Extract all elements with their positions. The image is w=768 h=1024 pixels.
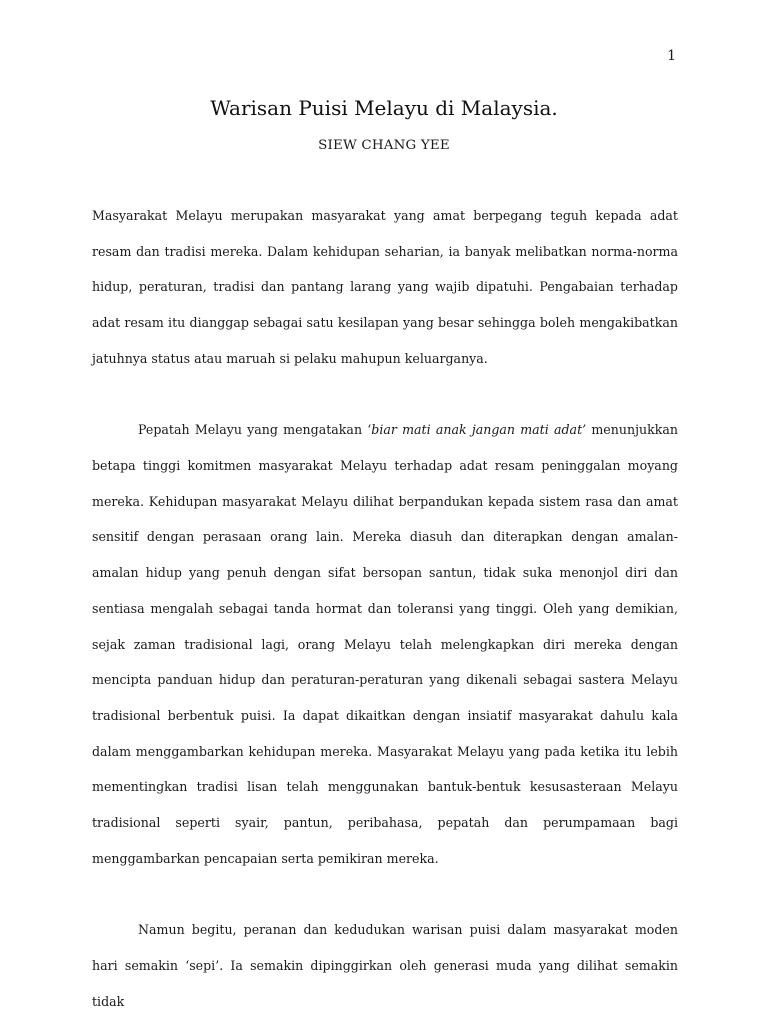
- paragraph-2-lead: Pepatah Melayu yang mengatakan ‘: [138, 422, 372, 438]
- page-number: 1: [667, 48, 676, 64]
- paragraph-2-rest: menunjukkan betapa tinggi komitmen masyarakat Melayu terhadap adat resam peninggalan moyang mereka. Kehidupan masyarakat Melayu dilihat berpandukan kepada sistem rasa dan amat sensitif dengan perasaan orang lain. Mereka diasuh dan diterapkan dengan amalan-amalan hidup yang penuh dengan sifat bersopan santun, tidak suka menonjol diri dan sentiasa mengalah sebagai tanda hormat dan toleransi yang tinggi. Oleh yang demikian, sejak zaman tradisional lagi, orang Melayu telah melengkapkan diri mereka dengan mencipta panduan hidup dan peraturan-peraturan yang dikenali sebagai sastera Melayu tradisional berbentuk puisi. Ia dapat dikaitkan dengan insiatif masyarakat dahulu kala dalam menggambarkan kehidupan mereka. Masyarakat Melayu yang pada ketika itu lebih mementingkan tradisi lisan telah menggunakan bantuk-bentuk kesusasteraan Melayu tradisional seperti syair, pantun, peribahasa, pepatah dan perumpamaan bagi menggambarkan pencapaian serta pemikiran mereka.: [92, 422, 678, 866]
- author-name: SIEW CHANG YEE: [318, 138, 450, 153]
- paragraph-1: Masyarakat Melayu merupakan masyarakat yang amat berpegang teguh kepada adat resam dan tradisi mereka. Dalam kehidupan seharian, ia banyak melibatkan norma-norma hidup, peraturan, tradisi dan pantang larang yang wajib dipatuhi. Pengabaian terhadap adat resam itu dianggap sebagai satu kesilapan yang besar sehingga boleh mengakibatkan jatuhnya status atau maruah si pelaku mahupun keluarganya.: [92, 208, 678, 366]
- proverb-quote: biar mati anak jangan mati adat’: [371, 422, 587, 438]
- document-body: [92, 198, 678, 1019]
- document-title: Warisan Puisi Melayu di Malaysia.: [210, 96, 558, 120]
- paragraph-2: [92, 412, 678, 876]
- paragraph-3: Namun begitu, peranan dan kedudukan warisan puisi dalam masyarakat moden hari semakin ‘sepi’. Ia semakin dipinggirkan oleh generasi muda yang dilihat semakin tidak: [92, 922, 678, 1009]
